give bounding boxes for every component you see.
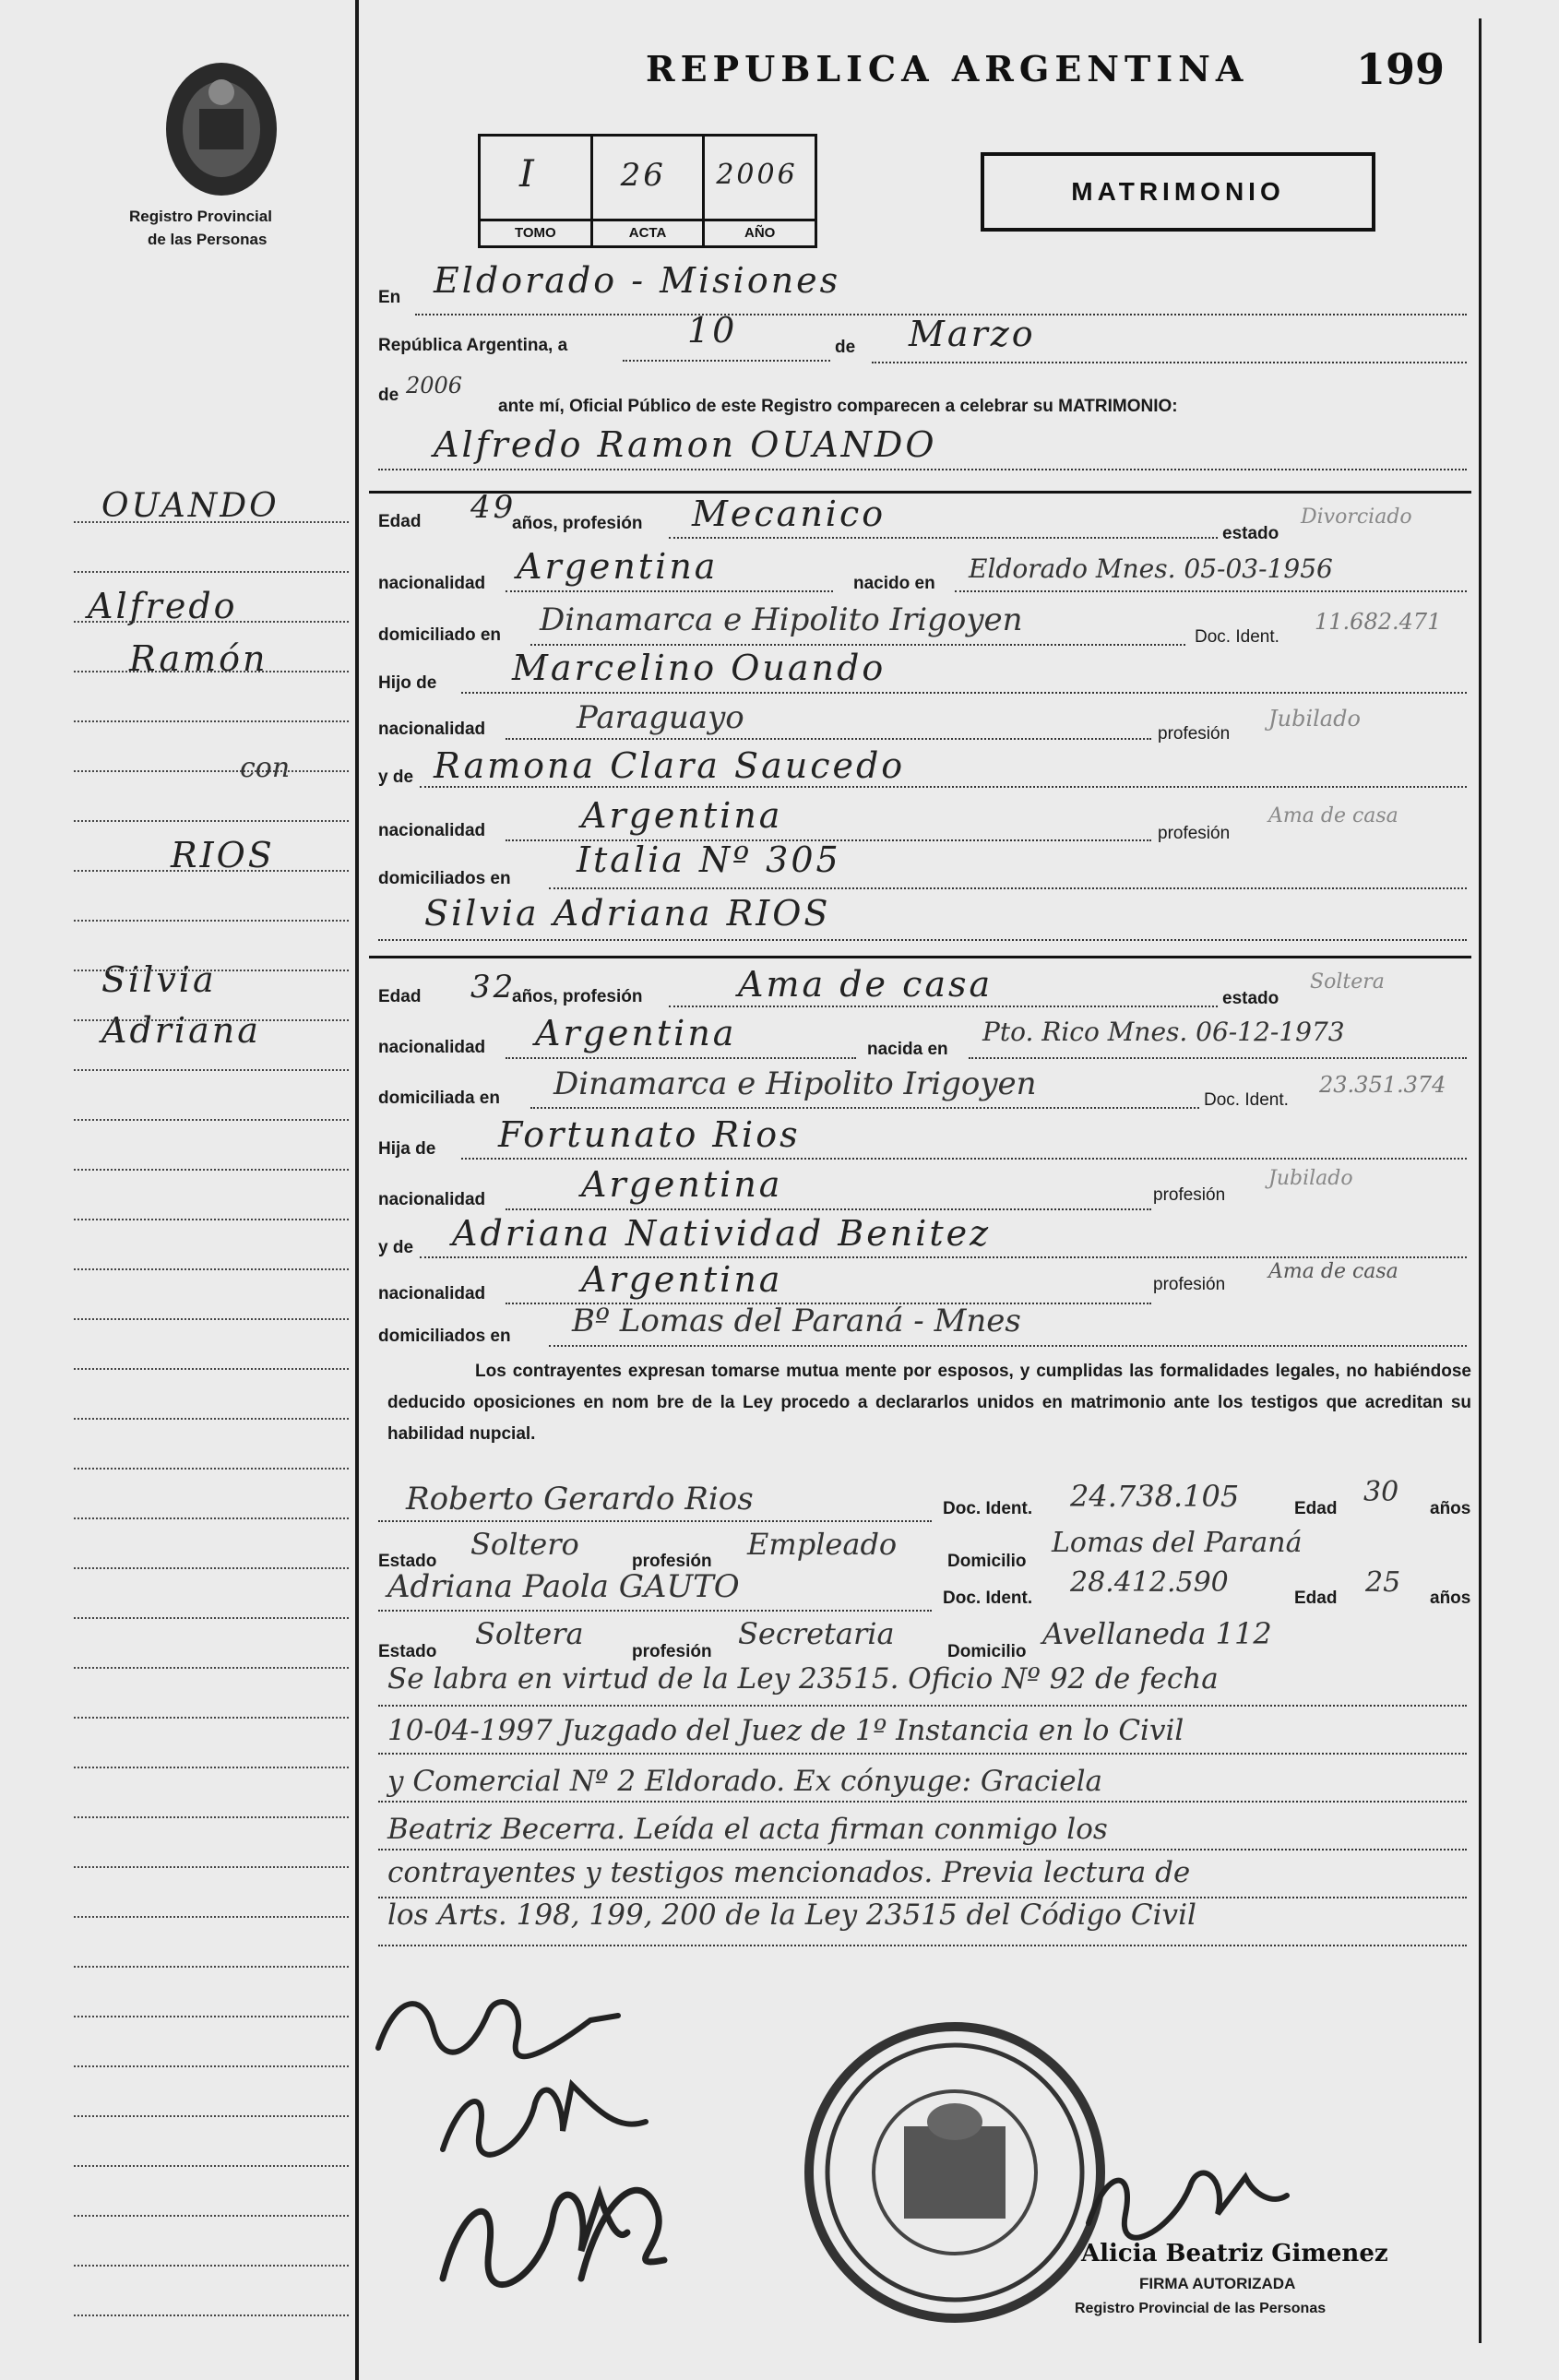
margin-ruled-line: [74, 2265, 349, 2267]
margin-ruled-line: [74, 1667, 349, 1669]
en-label: En: [378, 288, 401, 307]
witness2-estado-label: Estado: [378, 1642, 437, 1661]
witness1-domicilio-label: Domicilio: [947, 1552, 1027, 1571]
officer-title: FIRMA AUTORIZADA: [1139, 2275, 1296, 2292]
groom-parents-dom-line: [549, 887, 1467, 889]
day-line: [623, 360, 830, 362]
bride-nacida-label: nacida en: [867, 1040, 948, 1059]
groom-full-line: [378, 469, 1467, 470]
margin-ruled-line: [74, 1916, 349, 1918]
notes-ruled-line: [378, 1897, 1467, 1898]
groom-marital-status: Divorciado: [1301, 506, 1412, 529]
margin-ruled-line: [74, 870, 349, 872]
groom-father-profession: Jubilado: [1268, 706, 1361, 732]
bride-nationality: Argentina: [535, 1013, 737, 1053]
witness2-name-line: [378, 1610, 932, 1612]
margin-ruled-line: [74, 970, 349, 971]
bride-address-line: [530, 1107, 1199, 1109]
notes-ruled-line: [378, 1705, 1467, 1707]
republica-label: República Argentina, a: [378, 336, 568, 355]
groom-father-nat-line: [506, 738, 1151, 740]
bride-full-name: Silvia Adriana RIOS: [424, 893, 831, 934]
margin-con: con: [240, 752, 291, 784]
de-month-label: de: [835, 338, 856, 357]
margin-ruled-line: [74, 1468, 349, 1470]
notes-ruled-line: [378, 1801, 1467, 1803]
groom-doc-label: Doc. Ident.: [1195, 627, 1279, 647]
tomo-value: I: [519, 153, 537, 196]
registry-emblem-icon: [157, 55, 286, 203]
bride-parents-dom-label: domiciliados en: [378, 1327, 511, 1346]
year-prefix: de: [378, 386, 399, 405]
witness2-address: Avellaneda 112: [1042, 1616, 1272, 1651]
groom-father-nac-label: nacionalidad: [378, 720, 486, 739]
margin-ruled-line: [74, 1517, 349, 1519]
bride-nationality-line: [506, 1057, 856, 1059]
margin-ruled-line: [74, 671, 349, 672]
note-line-1: Se labra en virtud de la Ley 23515. Oficio Nº 92 de fecha: [387, 1662, 1219, 1696]
signature-groom: [369, 1983, 627, 2066]
margin-ruled-line: [74, 521, 349, 523]
bride-father-prof-label: profesión: [1153, 1185, 1226, 1205]
witness1-name-line: [378, 1520, 932, 1522]
margin-ruled-line: [74, 1219, 349, 1220]
margin-ruled-line: [74, 1019, 349, 1021]
registry-name-line2: de las Personas: [148, 231, 268, 248]
groom-address-line: [530, 644, 1185, 646]
groom-edad-label: Edad: [378, 512, 422, 531]
bride-yde-label: y de: [378, 1238, 414, 1257]
margin-ruled-line: [74, 1368, 349, 1370]
groom-parents-dom-label: domiciliados en: [378, 869, 511, 888]
groom-mother-name: Ramona Clara Saucedo: [434, 745, 906, 786]
record-id-box: [478, 134, 817, 248]
right-margin-line: [1479, 18, 1482, 2343]
registry-name-line1: Registro Provincial: [129, 208, 272, 225]
witness1-anos-label: años: [1430, 1499, 1471, 1518]
groom-full-name: Alfredo Ramon OUANDO: [434, 424, 937, 465]
witness2-edad-label: Edad: [1294, 1589, 1338, 1608]
bride-profession: Ama de casa: [738, 964, 994, 1005]
witness1-profesion-label: profesión: [632, 1552, 712, 1571]
bride-mother-nationality: Argentina: [581, 1259, 783, 1300]
groom-birthplace: Eldorado Mnes. 05-03-1956: [969, 553, 1333, 584]
bride-father-nac-label: nacionalidad: [378, 1190, 486, 1209]
bride-address: Dinamarca e Hipolito Irigoyen: [553, 1065, 1037, 1102]
margin-bride-name2: Adriana: [101, 1010, 261, 1051]
witness2-doc: 28.412.590: [1070, 1566, 1229, 1599]
witness1-doc-label: Doc. Ident.: [943, 1499, 1033, 1518]
margin-ruled-line: [74, 1617, 349, 1619]
groom-doc-number: 11.682.471: [1315, 609, 1442, 635]
bride-section-rule: [369, 956, 1471, 958]
marriage-year: 2006: [406, 373, 463, 399]
officer-name: Alicia Beatriz Gimenez: [1081, 2240, 1388, 2267]
bride-nacionalidad-label: nacionalidad: [378, 1038, 486, 1057]
official-seal-icon: [803, 2020, 1107, 2325]
bride-mother-prof-label: profesión: [1153, 1275, 1226, 1294]
groom-parents-address: Italia Nº 305: [577, 839, 841, 880]
witness2-anos-label: años: [1430, 1589, 1471, 1608]
margin-ruled-line: [74, 1866, 349, 1868]
left-margin-line: [355, 0, 359, 2380]
margin-ruled-line: [74, 1069, 349, 1071]
bride-father-line: [461, 1158, 1467, 1160]
bride-estado-label: estado: [1222, 989, 1279, 1008]
document-type-box: [981, 152, 1375, 232]
bride-full-line: [378, 939, 1467, 941]
witness2-age: 25: [1365, 1566, 1401, 1599]
witness1-estado-label: Estado: [378, 1552, 437, 1571]
margin-ruled-line: [74, 1318, 349, 1320]
margin-ruled-line: [74, 1767, 349, 1768]
witness1-age: 30: [1363, 1476, 1399, 1508]
groom-mother-nac-label: nacionalidad: [378, 821, 486, 840]
margin-bride-surname: RIOS: [171, 835, 275, 875]
margin-groom-name2: Ramón: [129, 638, 268, 679]
witness1-status: Soltero: [470, 1527, 579, 1562]
marriage-month: Marzo: [909, 314, 1036, 354]
groom-hijo-label: Hijo de: [378, 673, 437, 693]
signature-witness2: [563, 2149, 692, 2288]
bride-mother-line: [420, 1256, 1467, 1258]
bride-parents-address: Bº Lomas del Paraná - Mnes: [572, 1303, 1021, 1339]
groom-address: Dinamarca e Hipolito Irigoyen: [540, 601, 1023, 638]
groom-mother-nationality: Argentina: [581, 795, 783, 836]
bride-edad-label: Edad: [378, 987, 422, 1006]
witness1-doc: 24.738.105: [1070, 1479, 1240, 1514]
groom-age: 49: [470, 489, 517, 526]
groom-section-rule: [369, 491, 1471, 494]
bride-parents-dom-line: [549, 1345, 1467, 1347]
margin-ruled-line: [74, 621, 349, 623]
intro-sentence: ante mí, Oficial Público de este Registro comparecen a celebrar su MATRIMONIO:: [498, 397, 1178, 416]
groom-nationality-line: [506, 590, 833, 592]
groom-father-nationality: Paraguayo: [577, 699, 744, 736]
document-type: MATRIMONIO: [1071, 177, 1285, 206]
note-line-5: contrayentes y testigos mencionados. Previa lectura de: [387, 1856, 1191, 1889]
groom-mother-prof-label: profesión: [1158, 824, 1231, 843]
note-line-6: los Arts. 198, 199, 200 de la Ley 23515 del Código Civil: [387, 1898, 1196, 1932]
groom-father-name: Marcelino Ouando: [512, 648, 887, 688]
bride-doc-number: 23.351.374: [1319, 1072, 1446, 1098]
witness2-profesion-label: profesión: [632, 1642, 712, 1661]
groom-anos-profesion-label: años, profesión: [512, 514, 643, 533]
month-line: [872, 362, 1467, 363]
bride-mother-profession: Ama de casa: [1268, 1260, 1398, 1283]
groom-yde-label: y de: [378, 768, 414, 787]
groom-profession-line: [669, 537, 1218, 539]
bride-anos-profesion-label: años, profesión: [512, 987, 643, 1006]
margin-bride-name1: Silvia: [101, 959, 217, 1000]
bride-father-nationality: Argentina: [581, 1164, 783, 1205]
tomo-label: TOMO: [481, 219, 590, 245]
groom-birthplace-line: [955, 590, 1467, 592]
bride-birthplace: Pto. Rico Mnes. 06-12-1973: [982, 1017, 1345, 1047]
groom-estado-label: estado: [1222, 524, 1279, 543]
legal-declaration: Los contrayentes expresan tomarse mutua mente por esposos, y cumplidas las formalidades legales, no habiéndose deducido oposiciones en nom bre de la Ley procedo a declararlos unidos en matrimonio ante los testigos que acreditan su habilidad nupcial.: [387, 1362, 1471, 1444]
margin-ruled-line: [74, 720, 349, 722]
margin-ruled-line: [74, 1966, 349, 1968]
margin-ruled-line: [74, 1717, 349, 1719]
bride-age: 32: [470, 969, 517, 1006]
groom-father-prof-label: profesión: [1158, 724, 1231, 744]
note-line-4: Beatriz Becerra. Leída el acta firman conmigo los: [387, 1813, 1108, 1846]
margin-ruled-line: [74, 2315, 349, 2316]
bride-mother-name: Adriana Natividad Benitez: [452, 1213, 992, 1254]
ano-value: 2006: [716, 159, 798, 191]
margin-ruled-line: [74, 2115, 349, 2117]
notes-ruled-line: [378, 1945, 1467, 1946]
margin-ruled-line: [74, 1169, 349, 1171]
marriage-day: 10: [687, 310, 738, 351]
officer-registry: Registro Provincial de las Personas: [1075, 2301, 1327, 2316]
margin-ruled-line: [74, 2215, 349, 2217]
witness2-domicilio-label: Domicilio: [947, 1642, 1027, 1661]
margin-groom-name1: Alfredo: [88, 586, 238, 626]
margin-groom-surname: OUANDO: [101, 487, 280, 525]
bride-father-nat-line: [506, 1208, 1151, 1210]
margin-ruled-line: [74, 820, 349, 822]
acta-label: ACTA: [593, 219, 703, 245]
margin-ruled-line: [74, 1567, 349, 1569]
bride-domicilio-label: domiciliada en: [378, 1089, 500, 1108]
margin-ruled-line: [74, 2016, 349, 2017]
margin-ruled-line: [74, 1119, 349, 1121]
margin-ruled-line: [74, 2065, 349, 2067]
groom-profession: Mecanico: [692, 494, 887, 534]
margin-ruled-line: [74, 1268, 349, 1270]
witness1-address: Lomas del Paraná: [1052, 1527, 1303, 1559]
groom-mother-line: [420, 786, 1467, 788]
groom-nacionalidad-label: nacionalidad: [378, 574, 486, 593]
bride-marital-status: Soltera: [1310, 970, 1385, 994]
witness2-name: Adriana Paola GAUTO: [387, 1568, 740, 1605]
groom-father-line: [461, 692, 1467, 694]
margin-ruled-line: [74, 571, 349, 573]
groom-domicilio-label: domiciliado en: [378, 625, 502, 645]
country-title: REPUBLICA ARGENTINA: [646, 48, 1249, 89]
bride-mother-nac-label: nacionalidad: [378, 1284, 486, 1303]
note-line-3: y Comercial Nº 2 Eldorado. Ex cónyuge: Graciela: [387, 1765, 1102, 1798]
margin-ruled-line: [74, 770, 349, 772]
ano-label: AÑO: [705, 219, 815, 245]
tomo-cell: [481, 137, 593, 245]
witness2-status: Soltera: [475, 1616, 584, 1651]
marriage-place: Eldorado - Misiones: [434, 260, 841, 301]
witness1-name: Roberto Gerardo Rios: [406, 1481, 754, 1517]
acta-cell: [593, 137, 706, 245]
notes-ruled-line: [378, 1849, 1467, 1850]
bride-doc-label: Doc. Ident.: [1204, 1090, 1289, 1110]
margin-ruled-line: [74, 1816, 349, 1818]
margin-ruled-line: [74, 920, 349, 922]
acta-value: 26: [620, 157, 666, 194]
bride-father-name: Fortunato Rios: [498, 1114, 801, 1155]
witness2-profession: Secretaria: [738, 1616, 895, 1651]
witness1-profession: Empleado: [747, 1527, 898, 1562]
bride-father-profession: Jubilado: [1268, 1167, 1353, 1190]
bride-hija-label: Hija de: [378, 1139, 436, 1159]
groom-mother-profession: Ama de casa: [1268, 804, 1398, 827]
ano-cell: [705, 137, 815, 245]
officer-signature: [1079, 2149, 1291, 2242]
witness1-edad-label: Edad: [1294, 1499, 1338, 1518]
margin-ruled-line: [74, 1418, 349, 1420]
bride-birthplace-line: [969, 1057, 1467, 1059]
bride-profession-line: [669, 1006, 1218, 1007]
page-number: 199: [1356, 44, 1446, 94]
groom-nationality: Argentina: [517, 546, 719, 587]
groom-nacido-label: nacido en: [853, 574, 935, 593]
notes-ruled-line: [378, 1753, 1467, 1755]
witness2-doc-label: Doc. Ident.: [943, 1589, 1033, 1608]
margin-ruled-line: [74, 2165, 349, 2167]
note-line-2: 10-04-1997 Juzgado del Juez de 1º Instancia en lo Civil: [387, 1714, 1184, 1747]
